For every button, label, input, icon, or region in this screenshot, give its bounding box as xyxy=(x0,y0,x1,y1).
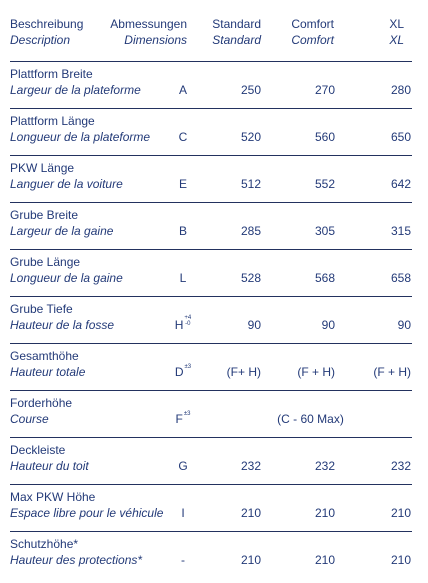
row-label-de: Plattform Länge xyxy=(10,114,95,128)
value-standard: 90 xyxy=(247,318,261,332)
row-dimension-code: E xyxy=(178,177,187,191)
row-label-de: Gesamthöhe xyxy=(10,349,79,363)
value-xl: 315 xyxy=(390,224,411,238)
table-row xyxy=(10,531,412,576)
table-row xyxy=(10,390,412,431)
value-comfort: 210 xyxy=(314,506,335,520)
header-xl-fr: XL xyxy=(389,33,404,47)
table-row xyxy=(10,108,412,149)
value-standard: 512 xyxy=(240,177,261,191)
table-row xyxy=(10,155,412,196)
row-label-de: Grube Tiefe xyxy=(10,302,73,316)
value-standard: 232 xyxy=(240,459,261,473)
row-label-de: Schutzhöhe* xyxy=(10,537,79,551)
row-label-de: Max PKW Höhe xyxy=(10,490,96,504)
value-comfort: 560 xyxy=(314,130,335,144)
value-xl: 232 xyxy=(390,459,411,473)
row-dimension-code: C xyxy=(178,130,188,144)
header-standard-de: Standard xyxy=(212,17,261,31)
value-standard: 210 xyxy=(240,506,261,520)
value-xl: (F + H) xyxy=(373,365,411,379)
header-dimensions-de: Abmessungen xyxy=(110,17,187,31)
value-standard: 210 xyxy=(240,553,261,567)
row-label-de: Forderhöhe xyxy=(10,396,73,410)
row-label-fr: Hauteur de la fosse xyxy=(10,318,115,332)
table-header xyxy=(10,16,412,48)
row-label-de: PKW Länge xyxy=(10,161,75,175)
row-dimension-code: - xyxy=(181,553,185,567)
value-standard: 520 xyxy=(240,130,261,144)
value-xl: 90 xyxy=(397,318,411,332)
dimension-letter: F xyxy=(175,412,183,426)
header-description-fr: Description xyxy=(10,33,71,47)
header-description-de: Beschreibung xyxy=(10,17,84,31)
row-label-fr: Languer de la voiture xyxy=(10,177,123,191)
row-dimension-code: L xyxy=(179,271,187,285)
value-comfort: 568 xyxy=(314,271,335,285)
value-comfort: 232 xyxy=(314,459,335,473)
row-label-fr: Hauteur du toit xyxy=(10,459,89,473)
row-label-de: Deckleiste xyxy=(10,443,66,457)
row-label-fr: Hauteur totale xyxy=(10,365,86,379)
header-dimensions-fr: Dimensions xyxy=(124,33,187,47)
table-row xyxy=(10,202,412,243)
dimension-letter: H xyxy=(174,318,184,332)
row-label-de: Grube Länge xyxy=(10,255,81,269)
row-label-fr: Largeur de la plateforme xyxy=(10,83,141,97)
table-row xyxy=(10,343,412,384)
tolerance-upper: +4 xyxy=(184,315,192,321)
value-comfort: 210 xyxy=(314,553,335,567)
value-standard: 528 xyxy=(240,271,261,285)
table-row xyxy=(10,484,412,525)
header-comfort-fr: Comfort xyxy=(291,33,334,47)
row-label-fr: Largeur de la gaine xyxy=(10,224,114,238)
value-standard: 250 xyxy=(240,83,261,97)
dimension-letter: D xyxy=(174,365,184,379)
row-label-de: Plattform Breite xyxy=(10,67,93,81)
table-row xyxy=(10,249,412,290)
row-dimension-code: I xyxy=(181,506,185,520)
tolerance-lower: -0 xyxy=(185,321,191,327)
row-dimension-code xyxy=(161,364,205,380)
value-xl: 658 xyxy=(390,271,411,285)
value-standard: 285 xyxy=(240,224,261,238)
value-xl: 280 xyxy=(390,83,411,97)
table-row xyxy=(10,61,412,102)
value-standard: (F+ H) xyxy=(226,365,261,379)
value-comfort: 305 xyxy=(314,224,335,238)
table-row xyxy=(10,437,412,478)
row-dimension-code: B xyxy=(178,224,187,238)
tolerance: ±3 xyxy=(184,364,192,370)
row-label-fr: Longueur de la gaine xyxy=(10,271,123,285)
header-xl-de: XL xyxy=(389,17,404,31)
header-standard-fr: Standard xyxy=(212,33,261,47)
value-all-models: (C - 60 Max) xyxy=(277,412,344,426)
row-dimension-code xyxy=(161,317,205,333)
value-comfort: 90 xyxy=(321,318,335,332)
value-xl: 210 xyxy=(390,553,411,567)
row-label-fr: Hauteur des protections* xyxy=(10,553,143,567)
table-row xyxy=(10,296,412,337)
row-dimension-code: A xyxy=(178,83,187,97)
value-comfort: 270 xyxy=(314,83,335,97)
value-comfort: (F + H) xyxy=(297,365,335,379)
row-label-fr: Espace libre pour le véhicule xyxy=(10,506,164,520)
value-xl: 210 xyxy=(390,506,411,520)
row-label-fr: Course xyxy=(10,412,49,426)
row-label-fr: Longueur de la plateforme xyxy=(10,130,151,144)
header-comfort-de: Comfort xyxy=(291,17,334,31)
row-label-de: Grube Breite xyxy=(10,208,79,222)
value-comfort: 552 xyxy=(314,177,335,191)
value-xl: 650 xyxy=(390,130,411,144)
tolerance: ±3 xyxy=(183,411,191,417)
row-dimension-code: G xyxy=(178,459,188,473)
row-dimension-code xyxy=(161,411,205,427)
value-xl: 642 xyxy=(390,177,411,191)
